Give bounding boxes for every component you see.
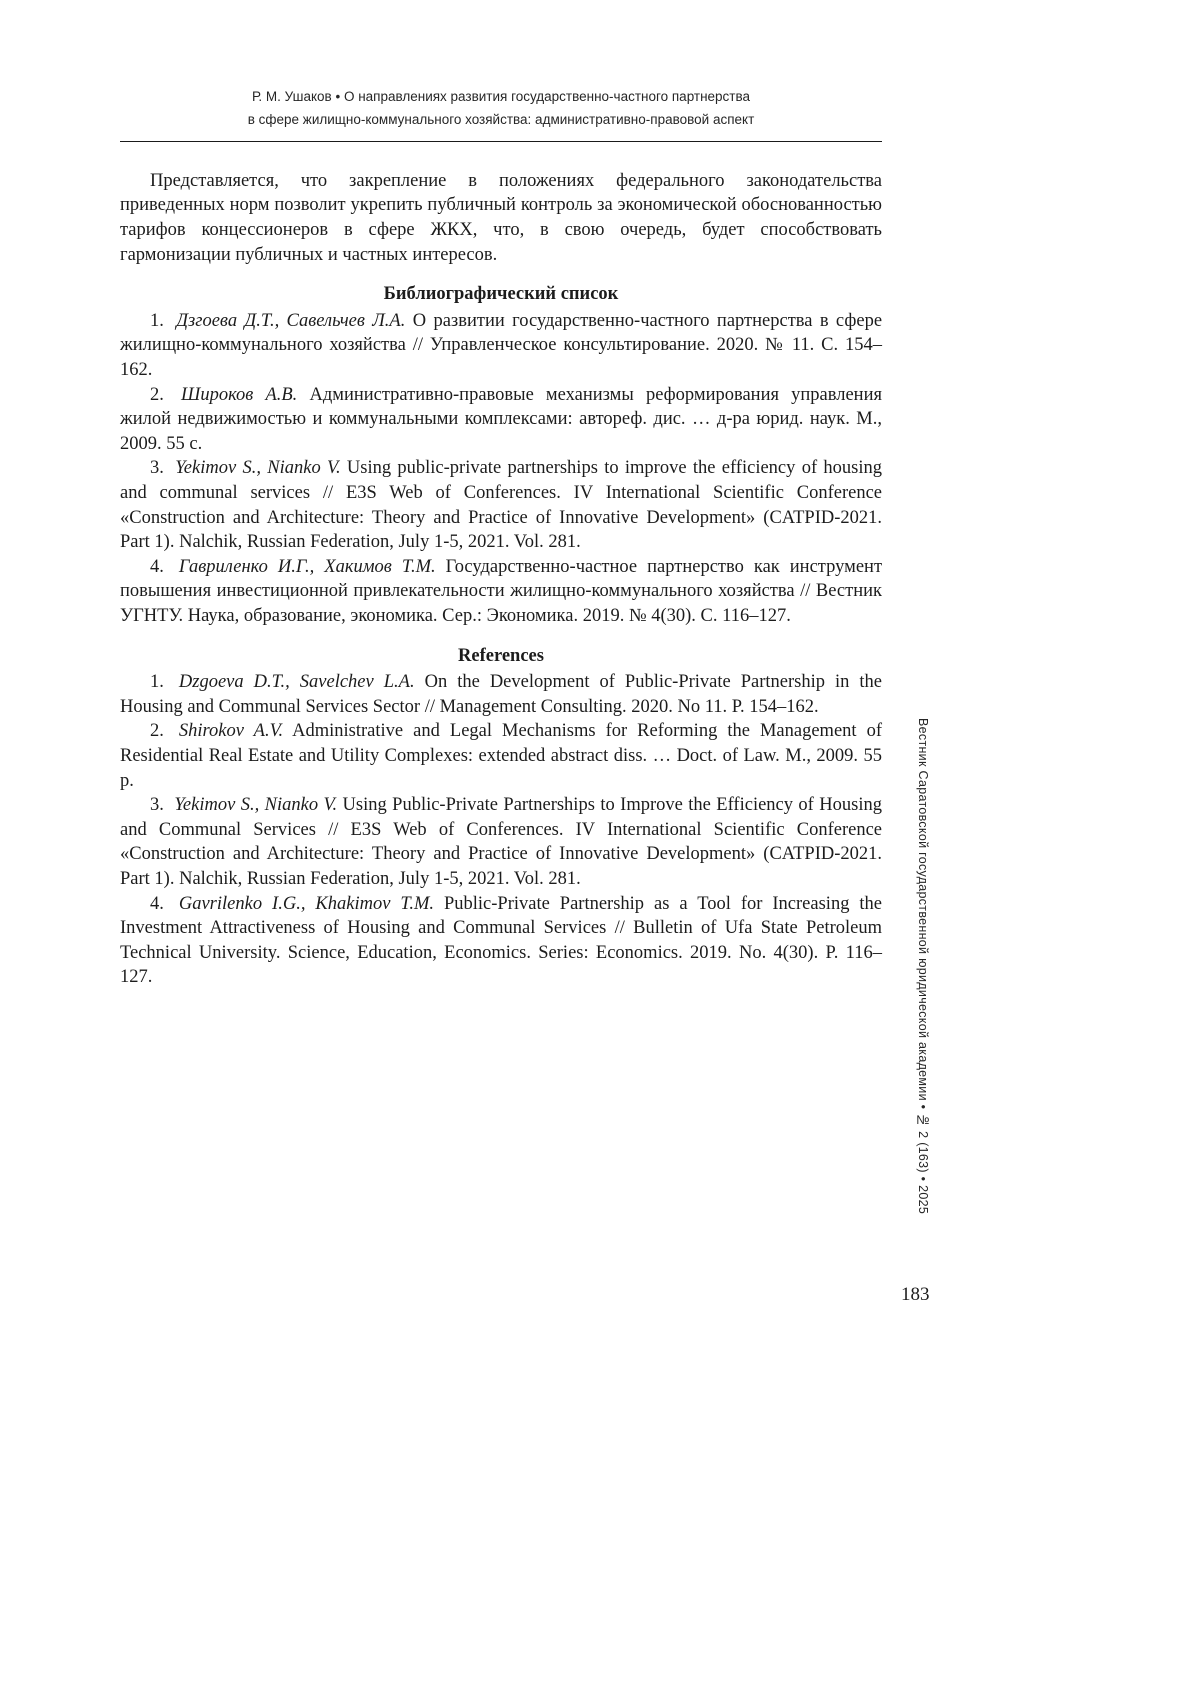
reference-item [120,793,882,891]
bibliography-item [120,309,882,383]
item-text: Using public-private partnerships to improve the efficiency of housing and communal services // E3S Web of Conferences. IV International Scientific Conference «Construction and Architecture: Theory and Practice of Innovative Development» (CATPID-2021. Part 1). Nalchik, Russian Federation, July 1-5, 2021. Vol. 281. [120,458,883,553]
header-rule [120,141,882,142]
item-number: 4. [150,556,164,577]
bibliography-item [120,383,882,457]
bibliography-item [120,555,882,629]
item-text: О развитии государственно-частного партнерства в сфере жилищно-коммунального хозяйства // Управленческое консультирование. 2020. № 11. С. 154–162. [120,310,883,381]
item-authors: Shirokov A.V. [178,721,284,742]
text-column [120,86,882,990]
item-text: On the Development of Public-Private Partnership in the Housing and Communal Services Sector // Management Consulting. 2020. No 11. P. 154–162. [120,672,883,717]
references-heading: References [458,645,544,666]
article-body [120,169,882,990]
item-number: 1. [150,672,164,693]
item-text: Административно-правовые механизмы реформирования управления жилой недвижимостью и коммунальными комплексами: автореф. дис. … д-ра юрид. наук. М., 2009. 55 с. [120,384,882,454]
item-number: 1. [150,310,164,331]
running-header-line-1: Р. М. Ушаков • О направлениях развития государственно-частного партнерства [251,89,751,104]
bibliography-item [120,456,882,554]
item-authors: Дзгоева Д.Т., Савельчев Л.А. [176,310,406,331]
intro-paragraph: Представляется, что закрепление в положениях федерального законодательства приведенных норм позволит укрепить публичный контроль за экономической обоснованностью тарифов концессионеров в сфере ЖКХ, что, в свою очередь, будет способствовать гармонизации публичных и частных интересов. [120,170,882,265]
reference-item [120,719,882,793]
item-authors: Dzgoeva D.T., Savelchev L.A. [178,672,415,693]
reference-item [120,670,882,719]
item-authors: Gavrilenko I.G., Khakimov T.M. [178,893,434,914]
item-number: 3. [150,795,164,816]
bibliography-heading: Библиографический список [383,284,619,305]
item-text: Государственно-частное партнерство как инструмент повышения инвестиционной привлекательности жилищно-коммунального хозяйства // Вестник УГНТУ. Наука, образование, экономика. Сер.: Экономика. 2019. № 4(30). С. 116–127. [120,556,883,626]
item-authors: Гавриленко И.Г., Хакимов Т.М. [178,556,436,577]
journal-spine-text: Вестник Саратовской государственной юридической академии • № 2 (163) • 2025 [916,718,930,1215]
reference-item [120,892,882,990]
bibliography-list [120,309,882,629]
item-text: Public-Private Partnership as a Tool for Increasing the Investment Attractiveness of Housing and Communal Services // Bulletin of Ufa State Petroleum Technical University. Science, Education, Economics. Series: Economics. 2019. No. 4(30). P. 116–127. [120,893,883,988]
item-number: 4. [150,893,164,914]
references-list [120,670,882,990]
item-authors: Широков А.В. [181,384,298,405]
item-authors: Yekimov S., Nianko V. [175,458,341,479]
item-text: Using Public-Private Partnerships to Improve the Efficiency of Housing and Communal Services // E3S Web of Conferences. IV International Scientific Conference «Construction and Architecture: Theory and Practice of Innovative Development» (CATPID-2021. Part 1). Nalchik, Russian Federation, July 1-5, 2021. Vol. 281. [120,795,882,889]
item-number: 2. [150,384,164,405]
item-authors: Yekimov S., Nianko V. [174,795,338,816]
running-header [120,86,882,139]
item-number: 3. [150,458,164,479]
running-header-line-2: в сфере жилищно-коммунального хозяйства: административно-правовой аспект [247,111,755,127]
item-text: Administrative and Legal Mechanisms for Reforming the Management of Residential Real Estate and Utility Complexes: extended abstract diss. … Doct. of Law. M., 2009. 55 p. [120,721,882,791]
item-number: 2. [150,721,164,742]
page-number: 183 [901,1284,930,1305]
